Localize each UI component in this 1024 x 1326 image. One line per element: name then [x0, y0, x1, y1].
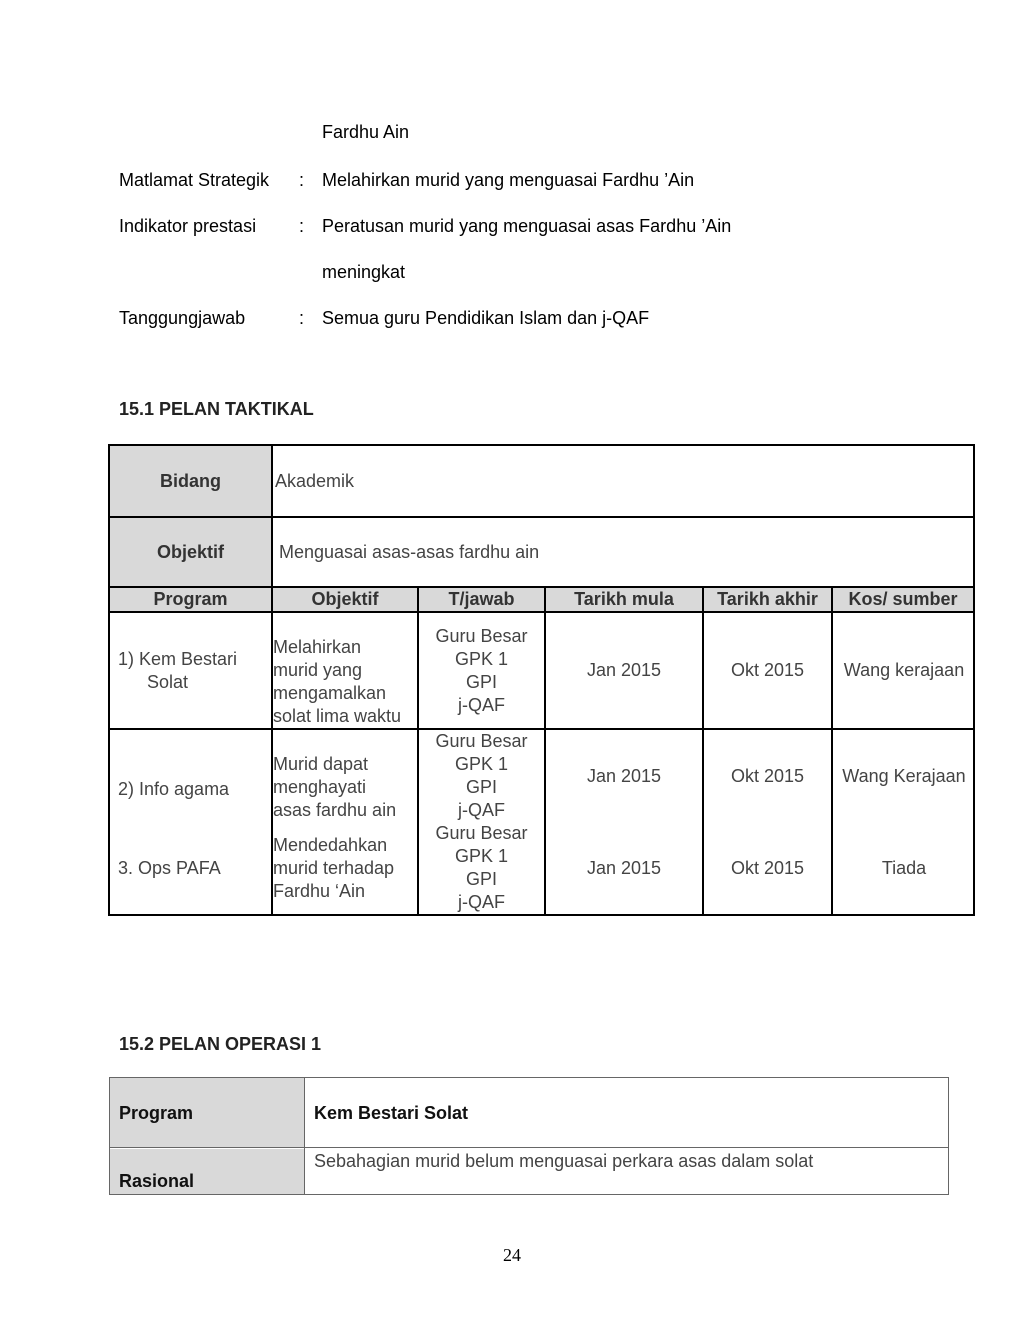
table-grid-line — [110, 611, 973, 613]
label-tanggungjawab: Tanggungjawab — [119, 308, 246, 328]
cell-text: 1) Kem Bestari — [118, 648, 238, 669]
cell-text: Jan 2015 — [586, 660, 662, 680]
colon: : — [299, 308, 305, 328]
col-header-text: Objektif — [311, 589, 379, 609]
col-header-objektif — [273, 588, 417, 611]
program-value — [305, 1078, 948, 1148]
cell-text: Melahirkan — [273, 637, 362, 657]
cell-text: Okt 2015 — [730, 660, 805, 680]
table-row-3-program — [118, 822, 273, 914]
cell-text: asas fardhu ain — [273, 800, 397, 820]
table-row-3-objektif — [273, 822, 419, 914]
bidang-value-text: Akademik — [275, 470, 355, 491]
cell-text: GPK 1 — [454, 846, 509, 866]
table-row-2-akhir — [704, 730, 831, 822]
objektif-value-text: Menguasai asas-asas fardhu ain — [279, 541, 540, 562]
col-header-tjawab — [419, 588, 544, 611]
table-row-1-mula — [546, 613, 702, 728]
col-header-tarikh-mula — [546, 588, 702, 611]
table-row-1-akhir — [704, 613, 831, 728]
cell-text: Okt 2015 — [730, 765, 805, 786]
table-grid-line — [831, 586, 833, 914]
table-grid-line — [110, 728, 973, 730]
page-number: 24 — [503, 1245, 521, 1265]
table-row-2-kos — [833, 730, 975, 822]
value-tanggungjawab: Semua guru Pendidikan Islam dan j-QAF — [322, 308, 650, 328]
col-header-kos — [833, 588, 973, 611]
cell-text: Jan 2015 — [586, 765, 662, 786]
objektif-label-text: Objektif — [156, 541, 224, 562]
operation-plan-table — [109, 1077, 949, 1195]
cell-text: Mendedahkan — [273, 834, 388, 855]
col-header-text: Tarikh mula — [574, 589, 674, 609]
table-row-1-program — [118, 613, 273, 728]
table-grid-line — [110, 1147, 948, 1148]
cell-text: GPI — [465, 777, 497, 797]
cell-text: 2) Info agama — [118, 778, 230, 799]
col-header-tarikh-akhir — [704, 588, 831, 611]
value-indikator: Peratusan murid yang menguasai asas Fardhu ’Ain — [322, 216, 732, 236]
cell-text: GPI — [465, 671, 497, 692]
cell-text: solat lima waktu — [273, 706, 402, 726]
table-row-2-objektif — [273, 730, 419, 822]
cell-text: Solat — [147, 671, 189, 692]
colon: : — [299, 216, 305, 236]
cell-text: Tiada — [881, 857, 927, 878]
objektif-label — [110, 518, 271, 586]
bidang-label — [110, 446, 271, 516]
col-header-program — [110, 588, 271, 611]
col-header-text: Tarikh akhir — [717, 589, 818, 609]
cell-text: Guru Besar — [435, 731, 528, 751]
tactical-plan-table — [108, 444, 975, 916]
table-row-2-program — [118, 746, 273, 832]
value-matlamat: Melahirkan murid yang menguasai Fardhu ’Ain — [322, 170, 695, 190]
bidang-label-text: Bidang — [160, 470, 221, 491]
col-header-text: Program — [153, 589, 228, 609]
bidang-value — [273, 446, 973, 516]
colon: : — [299, 170, 305, 190]
cell-text: Guru Besar — [435, 625, 528, 646]
cell-text: murid yang — [273, 660, 363, 680]
table-row-3-tjawab — [419, 822, 544, 914]
table-grid-line — [110, 516, 973, 518]
table-grid-line — [304, 1078, 305, 1194]
section-title-operasi: 15.2 PELAN OPERASI 1 — [119, 1034, 322, 1054]
col-header-text: Kos/ sumber — [848, 589, 958, 609]
cell-text: Okt 2015 — [730, 857, 805, 878]
table-row-3-mula — [546, 822, 702, 914]
table-row-1-objektif — [273, 613, 419, 728]
rasional-label — [110, 1149, 304, 1194]
cell-text: menghayati — [273, 777, 367, 797]
cell-text: j-QAF — [458, 694, 505, 715]
cell-text: 3. Ops PAFA — [118, 857, 221, 878]
table-grid-line — [110, 586, 973, 588]
section-title-taktikal: 15.1 PELAN TAKTIKAL — [119, 399, 314, 419]
cell-text: Murid dapat — [273, 754, 369, 774]
rasional-value — [305, 1149, 948, 1194]
cell-text: Jan 2015 — [586, 857, 662, 878]
table-row-2-tjawab — [419, 730, 544, 822]
intro-line: Fardhu Ain — [322, 122, 410, 142]
cell-text: GPK 1 — [454, 648, 509, 669]
cell-text: murid terhadap — [273, 857, 395, 878]
label-indikator: Indikator prestasi — [119, 216, 257, 236]
program-value-text: Kem Bestari Solat — [314, 1102, 469, 1123]
cell-text: GPK 1 — [454, 754, 509, 774]
objektif-value — [273, 518, 973, 586]
table-row-1-tjawab — [419, 613, 544, 728]
rasional-label-text: Rasional — [119, 1171, 195, 1191]
program-label-text: Program — [119, 1102, 194, 1123]
cell-text: Wang Kerajaan — [842, 765, 966, 786]
rasional-value-text: Sebahagian murid belum menguasai perkara asas dalam solat — [314, 1151, 814, 1171]
cell-text: j-QAF — [458, 892, 505, 912]
table-row-1-kos — [833, 613, 975, 728]
table-row-3-akhir — [704, 822, 831, 914]
cell-text: Wang kerajaan — [843, 660, 965, 680]
cell-text: Guru Besar — [435, 823, 528, 843]
cell-text: GPI — [465, 869, 497, 889]
cell-text: Fardhu ‘Ain — [273, 880, 366, 901]
cell-text: j-QAF — [458, 800, 505, 820]
table-grid-line — [702, 586, 704, 914]
col-header-text: T/jawab — [448, 589, 515, 609]
program-label — [110, 1078, 304, 1148]
table-grid-line — [544, 586, 546, 914]
table-grid-line — [417, 586, 419, 914]
table-row-3-kos — [833, 822, 975, 914]
table-row-2-mula — [546, 730, 702, 822]
table-grid-line — [271, 446, 273, 914]
cell-text: mengamalkan — [273, 683, 387, 703]
value-indikator-cont: meningkat — [322, 262, 406, 282]
label-matlamat: Matlamat Strategik — [119, 170, 270, 190]
